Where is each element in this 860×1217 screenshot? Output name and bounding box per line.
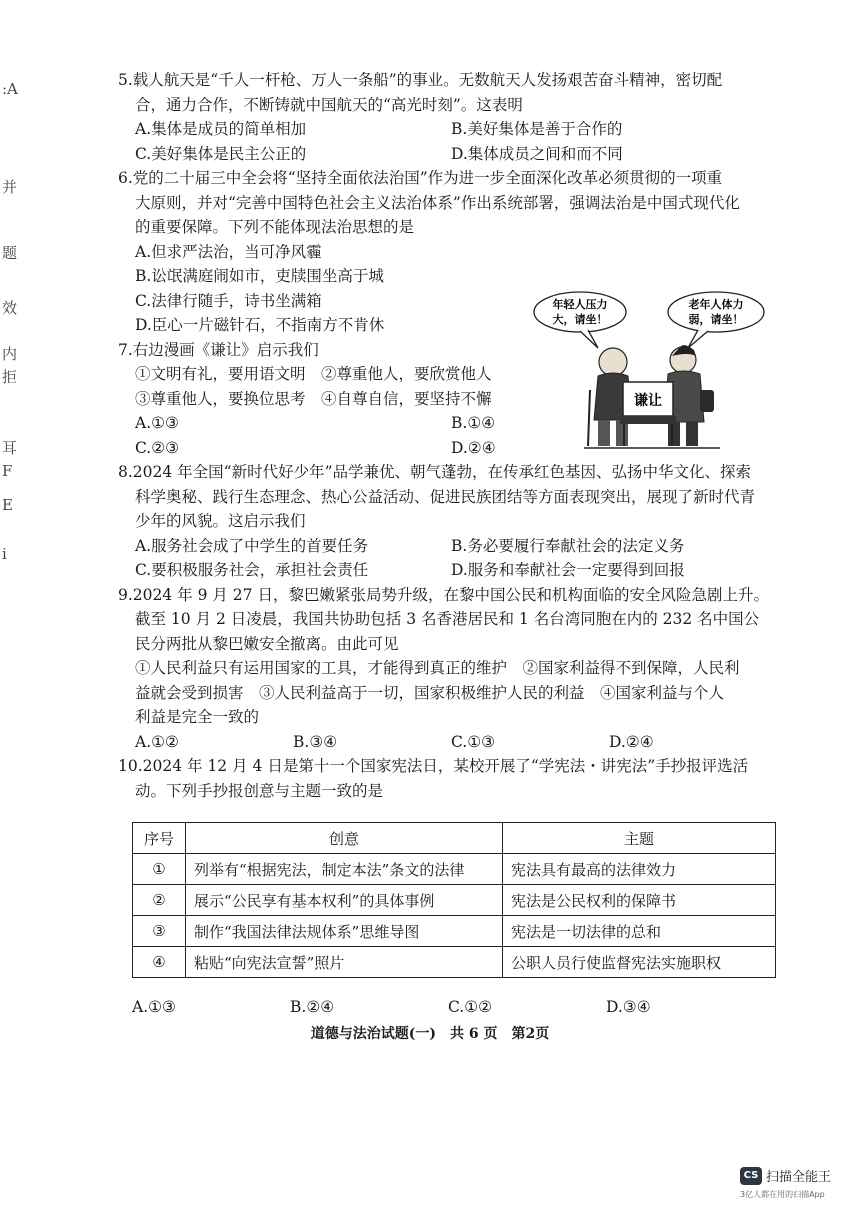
question-stem: 大原则，并对“完善中国特色社会主义法治体系”作出系统部署，强调法治是中国式现代化 — [135, 193, 740, 212]
table-header-row — [133, 823, 776, 854]
option-c: C.②③ — [135, 438, 180, 457]
question-stem: 的重要保障。下列不能体现法治思想的是 — [135, 218, 415, 236]
option-a: A.①③ — [135, 414, 179, 432]
margin-fragment: 耳 — [2, 439, 18, 457]
cs-logo-icon: CS — [740, 1167, 762, 1185]
option-b: B.美好集体是善于合作的 — [451, 120, 623, 138]
statement-4: ④自尊自信，要坚持不懈 — [321, 389, 492, 408]
option-a: A.但求严法治，当可净风霾 — [135, 242, 322, 261]
margin-fragment: E — [2, 496, 13, 514]
option-c: C.美好集体是民主公正的 — [135, 144, 307, 163]
table-cell: 宪法具有最高的法律效力 — [503, 854, 776, 885]
option-d: D.③④ — [606, 998, 651, 1016]
table-cell: 公职人员行使监督宪法实施职权 — [503, 947, 776, 978]
page-footer: 道德与法治试题(一) 共 6 页 第2页 — [310, 1026, 550, 1042]
table-cell: 制作“我国法律法规体系”思维导图 — [186, 916, 503, 947]
table-cell: 粘贴“向宪法宣誓”照片 — [186, 947, 503, 978]
question-stem: 科学奥秘、践行生态理念、热心公益活动、促进民族团结等方面表现突出，展现了新时代青 — [135, 487, 756, 506]
option-d: D.集体成员之间和而不同 — [451, 144, 623, 163]
table-header: 序号 — [133, 823, 186, 854]
option-d: D.服务和奉献社会一定要得到回报 — [451, 561, 685, 579]
option-b: B.②④ — [290, 998, 335, 1016]
question-stem: 8.2024 年全国“新时代好少年”品学兼优、朝气蓬勃，在传承红色基因、弘扬中华文化、探索 — [118, 463, 752, 481]
table-cell: 宪法是一切法律的总和 — [503, 916, 776, 947]
option-c: C.①② — [448, 998, 493, 1016]
option-a: A.集体是成员的简单相加 — [135, 120, 307, 138]
bubble-right-line2: 弱，请坐！ — [688, 313, 744, 326]
sign-text: 谦让 — [634, 393, 662, 409]
table-cell: 展示“公民享有基本权利”的具体事例 — [186, 885, 503, 916]
margin-fragment: 内 — [2, 345, 18, 363]
q10-table — [132, 822, 776, 978]
option-c: C.要积极服务社会，承担社会责任 — [135, 561, 369, 579]
option-a: A.①② — [135, 732, 179, 751]
table-row — [133, 916, 776, 947]
table-row — [133, 854, 776, 885]
question-9 — [118, 583, 780, 755]
question-statements: 益就会受到损害 ③人民利益高于一切，国家积极维护人民的利益 ④国家利益与个人 — [135, 683, 725, 702]
statement-3: ③尊重他人，要换位思考 — [135, 389, 306, 408]
option-b: B.③④ — [293, 732, 338, 751]
question-stem: 合，通力合作，不断铸就中国航天的“高光时刻”。这表明 — [135, 95, 523, 114]
option-b: B.讼氓满庭闹如市，吏牍围坐高于城 — [135, 267, 384, 285]
table-cell: 宪法是公民权利的保障书 — [503, 885, 776, 916]
option-a: A.①③ — [132, 998, 176, 1016]
bubble-left-line1: 年轻人压力 — [552, 298, 608, 311]
question-statements: 利益是完全一致的 — [135, 708, 260, 726]
table-header: 创意 — [186, 823, 503, 854]
margin-fragment: :A — [2, 80, 18, 98]
question-stem: 10.2024 年 12 月 4 日是第十一个国家宪法日，某校开展了“学宪法・讲宪法”手抄报评选活 — [118, 757, 749, 775]
table-cell: ③ — [133, 916, 186, 947]
question-stem: 7.右边漫画《谦让》启示我们 — [118, 340, 319, 359]
scanner-watermark — [740, 1166, 831, 1185]
q10-options — [132, 998, 772, 1016]
statement-2: ②尊重他人，要欣赏他人 — [321, 365, 492, 383]
watermark-name: 扫描全能王 — [766, 1170, 832, 1185]
option-a: A.服务社会成了中学生的首要任务 — [135, 536, 369, 555]
table-cell: ② — [133, 885, 186, 916]
question-stem: 少年的风貌。这启示我们 — [135, 512, 306, 530]
question-8 — [118, 460, 780, 583]
table-cell: ① — [133, 854, 186, 885]
question-stem: 5.载人航天是“千人一杆枪、万人一条船”的事业。无数航天人发扬艰苦奋斗精神，密切配 — [118, 71, 723, 89]
question-stem: 截至 10 月 2 日凌晨，我国共协助包括 3 名香港居民和 1 名台湾同胞在内的 232 名中国公 — [135, 610, 760, 628]
margin-fragment: 效 — [2, 299, 18, 317]
question-5 — [118, 68, 780, 166]
question-statements: ①人民利益只有运用国家的工具，才能得到真正的维护 ②国家利益得不到保障，人民利 — [135, 659, 740, 677]
question-stem: 9.2024 年 9 月 27 日，黎巴嫩紧张局势升级，在黎中国公民和机构面临的安全风险急剧上升。 — [118, 585, 769, 604]
margin-fragment: F — [2, 462, 13, 480]
bubble-right-line1: 老年人体力 — [688, 298, 744, 311]
option-c: C.①③ — [451, 732, 496, 751]
question-stem: 民分两批从黎巴嫩安全撤离。由此可见 — [135, 634, 399, 653]
table-header: 主题 — [503, 823, 776, 854]
option-d: D.臣心一片磁针石，不指南方不肯休 — [135, 316, 385, 334]
table-cell: 列举有“根据宪法，制定本法”条文的法律 — [186, 854, 503, 885]
statement-1: ①文明有礼，要用语文明 — [135, 365, 306, 383]
bubble-left-line2: 大，请坐！ — [552, 313, 608, 326]
margin-fragment: i — [2, 545, 7, 563]
option-d: D.②④ — [451, 438, 496, 457]
option-c: C.法律行随手，诗书坐满箱 — [135, 291, 322, 310]
option-b: B.务必要履行奉献社会的法定义务 — [451, 536, 685, 555]
watermark-tagline: 3亿人都在用的扫描App — [740, 1190, 825, 1199]
question-stem: 动。下列手抄报创意与主题一致的是 — [135, 781, 384, 800]
table-row — [133, 885, 776, 916]
cartoon-illustration — [528, 290, 768, 456]
margin-fragment: 并 — [2, 178, 18, 196]
option-b: B.①④ — [451, 414, 496, 432]
option-d: D.②④ — [609, 732, 654, 751]
table-row — [133, 947, 776, 978]
question-10 — [118, 754, 780, 803]
question-stem: 6.党的二十届三中全会将“坚持全面依法治国”作为进一步全面深化改革必须贯彻的一项重 — [118, 169, 723, 187]
margin-fragment: 拒 — [2, 368, 18, 386]
table-cell: ④ — [133, 947, 186, 978]
margin-fragment: 题 — [2, 244, 18, 262]
